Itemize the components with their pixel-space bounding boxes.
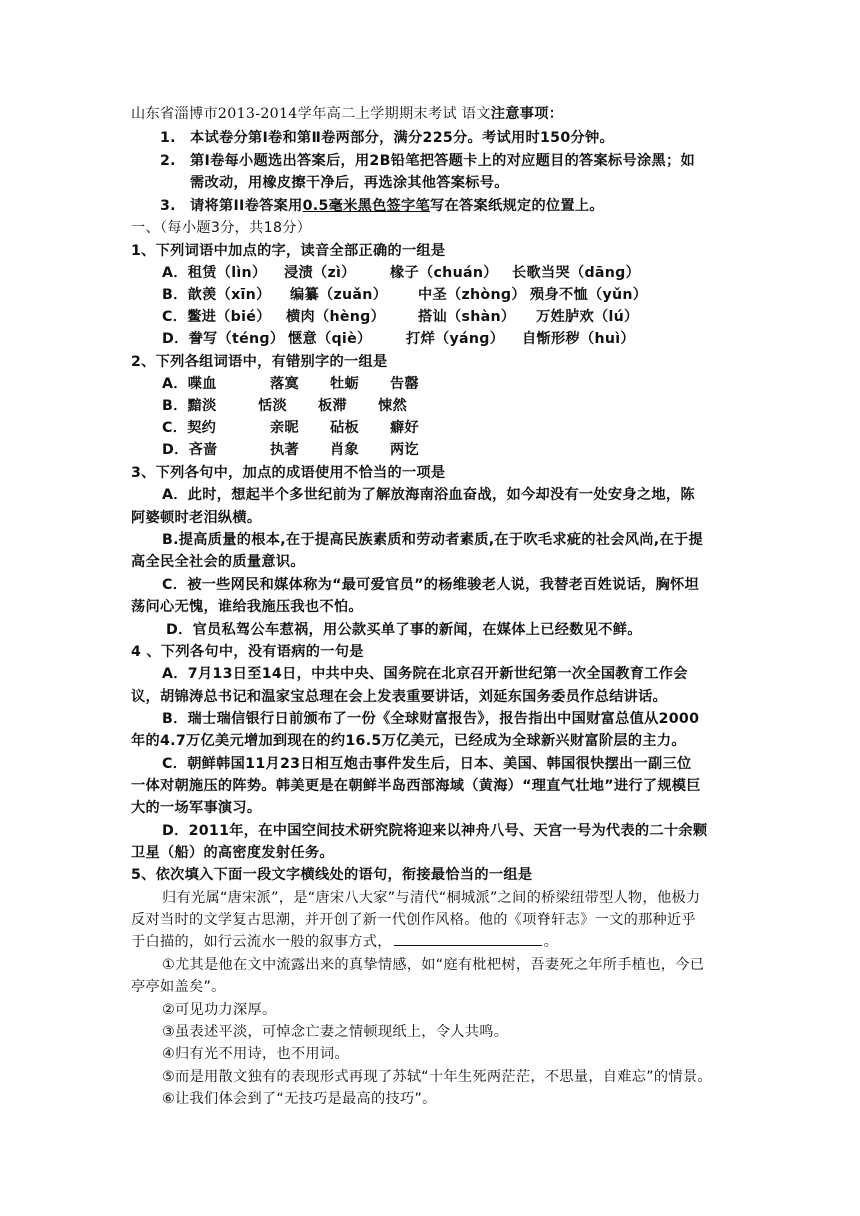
q3-option-c-line2: 荡问心无愧，谁给我施压我也不怕。 — [131, 599, 363, 615]
note-text: 第Ⅰ卷每小题选出答案后，用2B铅笔把答题卡上的对应题目的答案标号涂黑；如 — [190, 153, 695, 169]
q3-option-d: D．官员私驾公车惹祸，用公款买单了事的新闻，在媒体上已经数见不鲜。 — [166, 622, 642, 638]
q4-option-d-line1: D．2011年，在中国空间技术研究院将迎来以神舟八号、天宫一号为代表的二十余颗 — [162, 823, 708, 839]
option-item: 椽子（chuán） — [390, 265, 498, 281]
option-item: 殒身不恤（yǔn） — [530, 287, 648, 303]
note-text-post: 写在答案纸规定的位置上。 — [430, 198, 604, 214]
note-text-pre: 请将第II卷答案用 — [190, 198, 303, 214]
option-item: 牡蛎 — [330, 376, 359, 392]
note-3 — [160, 195, 604, 217]
option-item: D．誊写（ténɡ） — [162, 331, 285, 347]
q4-option-c-line3: 大的一场军事演习。 — [131, 800, 262, 816]
q2-option-a — [162, 373, 419, 395]
section-heading: 一、（每小题3分，共18分） — [131, 220, 312, 236]
q1-option-a — [162, 262, 640, 284]
note-2-cont: 需改动，用橡皮擦干净后，再选涂其他答案标号。 — [190, 175, 509, 191]
option-item: 恬淡 — [258, 398, 287, 414]
q1-option-b — [162, 284, 647, 306]
q5-item-2: ②可见功力深厚。 — [162, 1002, 277, 1018]
note-1 — [160, 127, 614, 149]
option-item: C．鳖进（bié） — [162, 309, 271, 325]
option-item: C．契约 — [162, 420, 217, 436]
q3-option-a-line1: A．此时，想起半个多世纪前为了解放海南浴血奋战，如今却没有一处安身之地，陈 — [162, 487, 695, 503]
note-text-underlined: 0.5毫米黑色签字笔 — [302, 198, 431, 214]
option-item: B．歆羡（xīn） — [162, 287, 271, 303]
option-item: 执著 — [270, 442, 299, 458]
q5-passage-text: 于白描的，如行云流水一般的叙事方式， — [131, 934, 392, 950]
q5-passage-line3 — [131, 931, 558, 953]
notice-heading: 注意事项： — [490, 106, 564, 122]
q4-option-b-line2: 年的4.7万亿美元增加到现在的约16.5万亿美元，已经成为全球新兴财富阶层的主力。 — [131, 733, 686, 749]
q2-option-d — [162, 439, 419, 461]
q2-option-b — [162, 395, 407, 417]
option-item: 告罄 — [390, 376, 419, 392]
answer-blank — [394, 931, 542, 946]
note-number: 1. — [160, 130, 176, 146]
q5-item-1-cont: 亭亭如盖矣”。 — [131, 979, 226, 995]
option-item: 长歌当哭（dānɡ） — [512, 265, 641, 281]
question-1-stem: 1、下列词语中加点的字，读音全部正确的一组是 — [131, 243, 446, 259]
q4-option-c-line1: C．朝鲜韩国11月23日相互炮击事件发生后，日本、美国、韩国很快摆出一副三位 — [162, 756, 692, 772]
q3-option-c-line1: C．被一些网民和媒体称为“最可爱官员”的杨维骏老人说，我替老百姓说话，胸怀坦 — [162, 577, 700, 593]
option-item: 悚然 — [378, 398, 407, 414]
option-item: 横肉（hènɡ） — [286, 309, 386, 325]
option-item: 中圣（zhònɡ） — [418, 287, 526, 303]
q3-option-a-line2: 阿婆顿时老泪纵横。 — [131, 510, 262, 526]
q4-option-b-line1: B．瑞士瑞信银行日前颁布了一份《全球财富报告》，报告指出中国财富总值从2000 — [162, 711, 700, 727]
q4-option-a-line2: 议，胡锦涛总书记和温家宝总理在会上发表重要讲话，刘延东国务委员作总结讲话。 — [131, 689, 668, 705]
q5-item-4: ④归有光不用诗，也不用词。 — [162, 1046, 349, 1062]
q5-item-6: ⑥让我们体会到了“无技巧是最高的技巧”。 — [162, 1091, 437, 1107]
option-item: 搭讪（shàn） — [418, 309, 516, 325]
q5-passage-line1: 归有光属“唐宋派”，是“唐宋八大家”与清代“桐城派”之间的桥梁纽带型人物，他极力 — [162, 890, 701, 906]
question-3-stem: 3、下列各句中，加点的成语使用不恰当的一项是 — [131, 465, 446, 481]
q5-passage-end: 。 — [543, 934, 559, 950]
q5-item-5: ⑤而是用散文独有的表现形式再现了苏轼“十年生死两茫茫，不思量，自难忘”的情景。 — [162, 1069, 712, 1085]
option-item: 落寞 — [270, 376, 299, 392]
note-text: 本试卷分第Ⅰ卷和第Ⅱ卷两部分，满分225分。考试用时150分钟。 — [190, 130, 614, 146]
option-item: D．吝啬 — [162, 442, 218, 458]
q2-option-c — [162, 417, 419, 439]
option-item: 癖好 — [390, 420, 419, 436]
option-item: 两讫 — [390, 442, 419, 458]
option-item: 亲昵 — [270, 420, 299, 436]
option-item: 砧板 — [330, 420, 359, 436]
option-item: 惬意（qiè） — [288, 331, 372, 347]
exam-title: 山东省淄博市2013-2014学年高二上学期期末考试 语文 — [131, 106, 491, 122]
q5-item-1: ①尤其是他在文中流露出来的真挚情感，如“庭有枇杷树，吾妻死之年所手植也，今已 — [162, 957, 705, 973]
question-2-stem: 2、下列各组词语中，有错别字的一组是 — [131, 354, 388, 370]
question-5-stem: 5、依次填入下面一段文字横线处的语句，衔接最恰当的一组是 — [131, 867, 533, 883]
option-item: 自惭形秽（huì） — [522, 331, 635, 347]
note-number: 2. — [160, 153, 176, 169]
option-item: 编纂（zuǎn） — [290, 287, 388, 303]
q4-option-c-line2: 一体对朝施压的阵势。韩美更是在朝鲜半岛西部海域（黄海）“理直气壮地”进行了规模巨 — [131, 778, 701, 794]
q5-item-3: ③虽表述平淡，可悼念亡妻之情顿现纸上，令人共鸣。 — [162, 1024, 509, 1040]
q1-option-d — [162, 328, 635, 350]
option-item: 肖象 — [330, 442, 359, 458]
note-2 — [160, 150, 695, 172]
q1-option-c — [162, 306, 639, 328]
option-item: 打烊（yánɡ） — [406, 331, 505, 347]
option-item: A．喋血 — [162, 376, 217, 392]
q3-option-b-line1: B.提高质量的根本,在于提高民族素质和劳动者素质,在于吹毛求疵的社会风尚,在于提 — [162, 532, 703, 548]
header-line — [131, 103, 563, 125]
option-item: B．黯淡 — [162, 398, 217, 414]
option-item: 浸渍（zì） — [284, 265, 356, 281]
q3-option-b-line2: 高全民全社会的质量意识。 — [131, 554, 305, 570]
q4-option-a-line1: A．7月13日至14日，中共中央、国务院在北京召开新世纪第一次全国教育工作会 — [162, 666, 688, 682]
q4-option-d-line2: 卫星（船）的高密度发射任务。 — [131, 845, 334, 861]
option-item: 万姓胪欢（lú） — [536, 309, 639, 325]
note-number: 3. — [160, 198, 176, 214]
q5-passage-line2: 反对当时的文学复古思潮，并开创了新一代创作风格。他的《项脊轩志》一文的那种近乎 — [131, 912, 697, 928]
option-item: 板滞 — [318, 398, 347, 414]
question-4-stem: 4 、下列各句中，没有语病的一句是 — [131, 644, 364, 660]
option-item: A．租赁（lìn） — [162, 265, 267, 281]
